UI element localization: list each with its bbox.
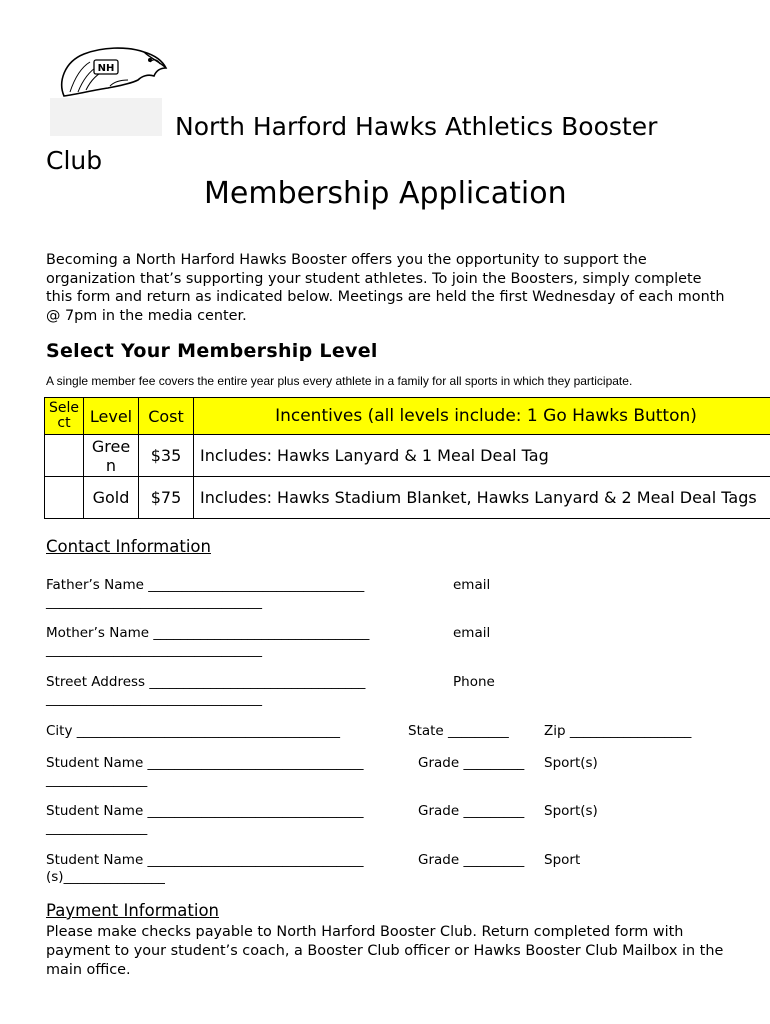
city-field[interactable]: City _______________________________________ [46, 723, 341, 739]
student1-sport-label: Sport(s) [544, 755, 598, 771]
cost-gold: $75 [139, 477, 194, 519]
student2-sport-field[interactable]: _______________ [46, 820, 148, 836]
mother-email-field[interactable]: ________________________________ [46, 642, 262, 658]
father-email-field[interactable]: ________________________________ [46, 594, 262, 610]
column-incentives: Incentives (all levels include: 1 Go Hawks Button) [194, 398, 770, 435]
student3-sport-label: Sport [544, 852, 581, 868]
cost-green: $35 [139, 435, 194, 477]
intro-paragraph: Becoming a North Harford Hawks Booster offers you the opportunity to support the organization that’s supporting your student athletes. To join the Boosters, simply complete this form and return as indicated below. Meetings are held the first Wednesday of each month @ 7pm in the media center. [46, 252, 725, 324]
level-gold: Gold [84, 477, 139, 519]
incentives-gold: Includes: Hawks Stadium Blanket, Hawks Lanyard & 2 Meal Deal Tags [194, 477, 770, 519]
student2-sport-label: Sport(s) [544, 803, 598, 819]
student2-grade-field[interactable]: Grade _________ [418, 803, 525, 819]
zip-field[interactable]: Zip __________________ [544, 723, 692, 739]
column-cost: Cost [139, 398, 194, 435]
select-gold-checkbox[interactable] [45, 477, 84, 519]
payment-paragraph: Please make checks payable to North Harford Booster Club. Return completed form with payment to your student’s coach, a Booster Club officer or Hawks Booster Club Mailbox in the main office. [46, 924, 724, 978]
father-name-field[interactable]: Father’s Name ________________________________ [46, 577, 365, 593]
state-field[interactable]: State _________ [408, 723, 509, 739]
table-header-row [45, 398, 770, 435]
club-title: North Harford Hawks Athletics Booster [175, 112, 658, 141]
incentives-green: Includes: Hawks Lanyard & 1 Meal Deal Tag [194, 435, 770, 477]
column-select: Sele ct [45, 398, 84, 435]
mother-email-label: email [453, 625, 491, 641]
student3-name-field[interactable]: Student Name ________________________________ [46, 852, 364, 868]
table-row [45, 435, 770, 477]
student1-sport-field[interactable]: _______________ [46, 772, 148, 788]
student1-name-field[interactable]: Student Name ________________________________ [46, 755, 364, 771]
street-address-field[interactable]: Street Address ________________________________ [46, 674, 366, 690]
column-level: Level [84, 398, 139, 435]
membership-section-title: Select Your Membership Level [46, 340, 378, 362]
club-title-continued: Club [46, 146, 103, 175]
level-green: Gree n [84, 435, 139, 477]
membership-level-table [44, 397, 770, 519]
membership-note: A single member fee covers the entire year plus every athlete in a family for all sports in which they participate. [46, 374, 633, 388]
student2-name-field[interactable]: Student Name ________________________________ [46, 803, 364, 819]
phone-field[interactable]: ________________________________ [46, 691, 262, 707]
select-green-checkbox[interactable] [45, 435, 84, 477]
phone-label: Phone [453, 674, 495, 690]
hawk-logo [50, 38, 168, 138]
student3-grade-field[interactable]: Grade _________ [418, 852, 525, 868]
mother-name-field[interactable]: Mother’s Name ________________________________ [46, 625, 370, 641]
father-email-label: email [453, 577, 491, 593]
student1-grade-field[interactable]: Grade _________ [418, 755, 525, 771]
payment-section-title: Payment Information [46, 901, 219, 920]
student3-sport-field[interactable]: (s)_______________ [46, 869, 165, 885]
table-row [45, 477, 770, 519]
contact-section-title: Contact Information [46, 537, 211, 556]
logo-text: NH [97, 63, 115, 74]
page-title: Membership Application [204, 176, 567, 211]
